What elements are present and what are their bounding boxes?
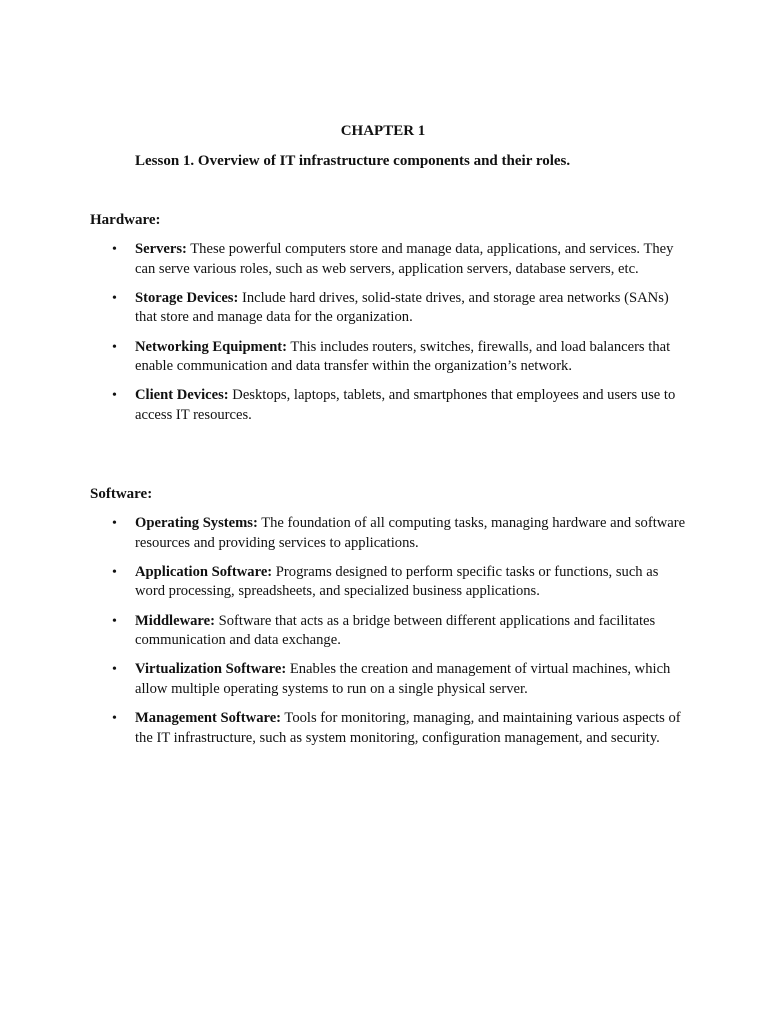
chapter-title-text: CHAPTER 1 <box>340 123 426 139</box>
item-term: Operating Systems: <box>135 515 258 531</box>
list-item <box>0 289 768 328</box>
list-item <box>0 709 768 748</box>
list-item <box>0 338 768 377</box>
bullet-icon: • <box>112 388 117 404</box>
item-term: Application Software: <box>135 563 273 580</box>
item-text: The foundation of all computing tasks, managing hardware and software resources and providing services to applications. <box>135 515 686 551</box>
list-item <box>0 563 768 602</box>
item-term: Servers: <box>135 241 187 257</box>
hardware-heading: Hardware: <box>90 212 161 228</box>
list-item <box>0 612 768 651</box>
item-term: Client Devices: <box>135 387 229 404</box>
bullet-icon: • <box>112 339 117 355</box>
list-item <box>0 660 768 699</box>
item-text: Programs designed to perform specific tasks or functions, such as word processing, spreadsheets, and specialized business applications. <box>135 563 659 600</box>
list-item <box>0 386 768 425</box>
software-list <box>0 514 768 758</box>
bullet-icon: • <box>112 242 117 257</box>
item-text: Tools for monitoring, managing, and maintaining various aspects of the IT infrastructure, such as system monitoring, configuration management, and security. <box>135 710 681 746</box>
item-text: These powerful computers store and manage data, applications, and services. They can serve various roles, such as web servers, application servers, database servers, etc. <box>135 241 674 277</box>
bullet-icon: • <box>112 564 117 580</box>
item-text: Include hard drives, solid-state drives, and storage area networks (SANs) that store and manage data for the organization. <box>135 289 669 326</box>
list-item <box>0 514 768 553</box>
bullet-icon: • <box>112 613 117 629</box>
item-term: Storage Devices: <box>135 289 239 306</box>
bullet-icon: • <box>112 662 117 678</box>
bullet-icon: • <box>112 711 117 727</box>
item-term: Management Software: <box>135 710 282 727</box>
list-item <box>0 240 768 279</box>
item-text: Desktops, laptops, tablets, and smartphones that employees and users use to access IT resources. <box>135 387 676 423</box>
hardware-list <box>0 240 768 435</box>
bullet-icon: • <box>112 290 117 306</box>
item-term: Middleware: <box>135 612 215 629</box>
item-term: Virtualization Software: <box>135 661 287 678</box>
software-heading: Software: <box>90 486 153 502</box>
item-term: Networking Equipment: <box>135 338 288 355</box>
lesson-title: Lesson 1. Overview of IT infrastructure components and their roles. <box>135 153 571 169</box>
chapter-title <box>0 121 768 141</box>
bullet-icon: • <box>112 516 117 531</box>
item-text: Software that acts as a bridge between different applications and facilitates communication and data exchange. <box>135 612 656 649</box>
item-text: Enables the creation and management of virtual machines, which allow multiple operating systems to run on a single physical server. <box>135 661 671 697</box>
item-text: This includes routers, switches, firewalls, and load balancers that enable communication and data transfer within the organization’s network. <box>135 338 671 375</box>
